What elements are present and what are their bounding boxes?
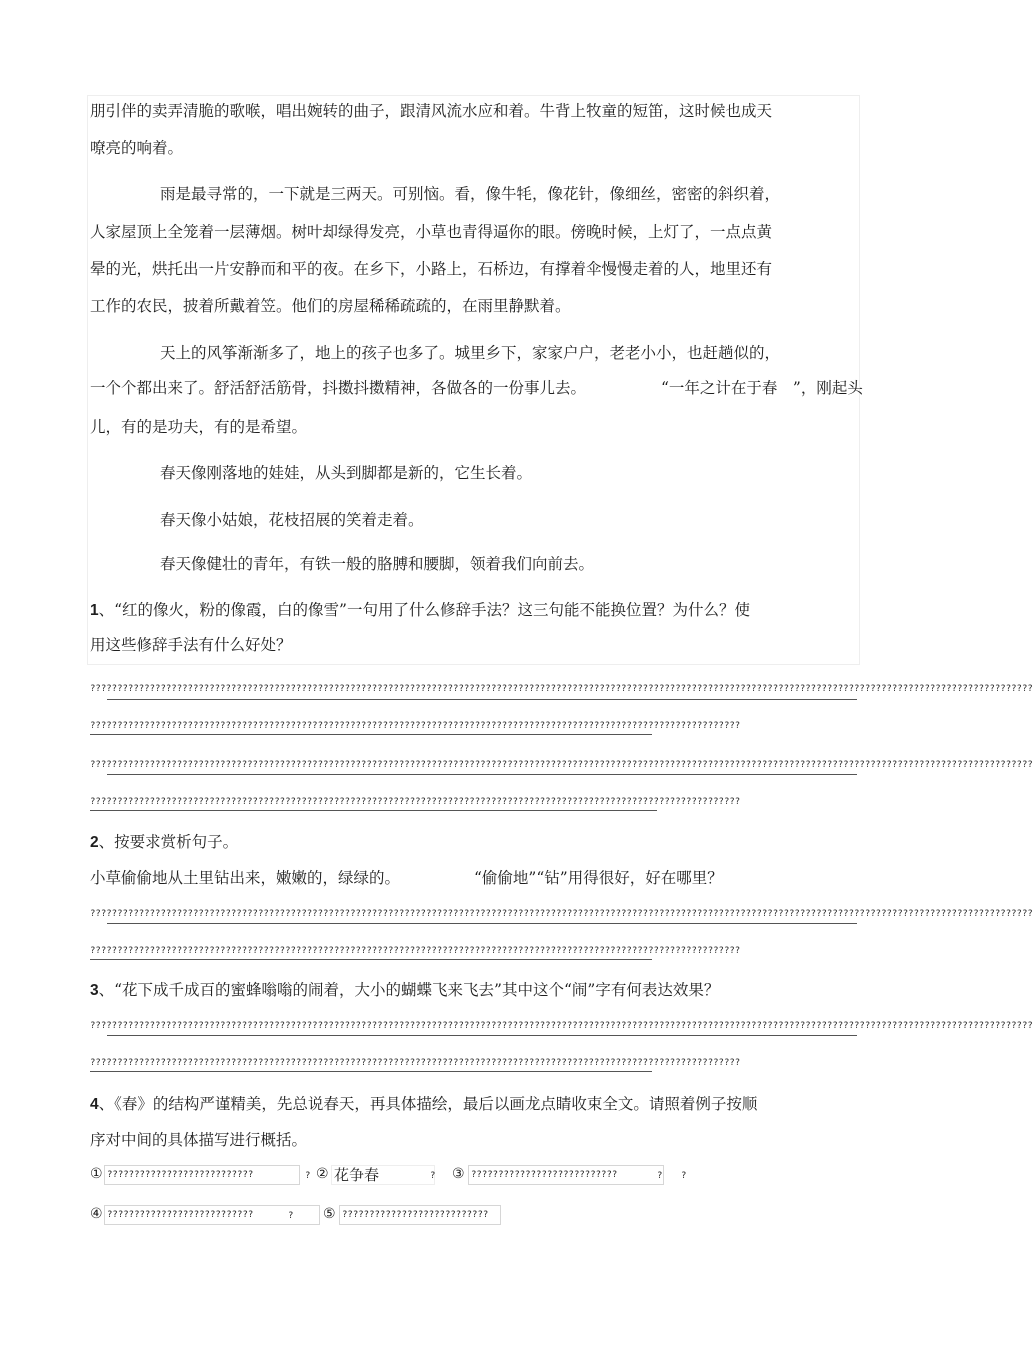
passage-line: 春天像健壮的青年，有铁一般的胳膊和腰脚，领着我们向前去。 (160, 555, 595, 573)
answer-line[interactable]: ?????????????????????????????????????????????????????????????????????????????????????????????????????????????????????????????????????????????????????????????????????????????? (90, 684, 1033, 694)
passage-line: 嘹亮的响着。 (90, 139, 184, 157)
outline-blank-4[interactable]: ??????????????????????????? (104, 1205, 320, 1225)
question-2-sentence: 小草偷偷地从土里钻出来，嫩嫩的，绿绿的。 (90, 869, 401, 887)
answer-underline (90, 959, 652, 960)
question-1-cont: 用这些修辞手法有什么好处？ (90, 636, 292, 654)
answer-line[interactable]: ?????????????????????????????????????????????????????????????????????????????????????????????????????????????????????????????????????????????????????????????????????????????? (90, 909, 1033, 919)
answer-underline (90, 734, 652, 735)
answer-line[interactable]: ???????????????????????????????????????????????????????????????????????????????????????????????????????????????????????? (90, 946, 741, 956)
answer-underline (107, 923, 857, 924)
outline-marker-3: ③ (452, 1166, 465, 1182)
question-2: 2、按要求赏析句子。 (90, 833, 239, 851)
question-2-ask: “偷偷地”“钻”用得很好，好在哪里？ (474, 869, 723, 887)
answer-underline (107, 699, 857, 700)
outline-item-2[interactable]: 花争春 (331, 1165, 435, 1185)
passage-line: 朋引伴的卖弄清脆的歌喉，唱出婉转的曲子，跟清风流水应和着。牛背上牧童的短笛，这时候也成天 (90, 102, 773, 120)
outline-blank-1[interactable]: ??????????????????????????? (104, 1165, 300, 1185)
outline-mark: ? (681, 1171, 687, 1181)
answer-line[interactable]: ?????????????????????????????????????????????????????????????????????????????????????????????????????????????????????????????????????????????????????????????????????????????? (90, 1021, 1033, 1031)
answer-line[interactable]: ???????????????????????????????????????????????????????????????????????????????????????????????????????????????????????? (90, 797, 741, 807)
question-3: 3、“花下成千成百的蜜蜂嗡嗡的闹着，大小的蝴蝶飞来飞去”其中这个“闹”字有何表达效果？ (90, 981, 720, 999)
passage-line: 人家屋顶上全笼着一层薄烟。树叶却绿得发亮，小草也青得逼你的眼。傍晚时候，上灯了，一点点黄 (90, 223, 773, 241)
answer-underline (107, 774, 857, 775)
passage-quote: “一年之计在于春 ”，刚起头 (661, 379, 863, 397)
passage-line: 工作的农民，披着所戴着笠。他们的房屋稀稀疏疏的，在雨里静默着。 (90, 297, 571, 315)
passage-line: 春天像刚落地的娃娃，从头到脚都是新的，它生长着。 (160, 464, 533, 482)
outline-mark: ? (305, 1171, 311, 1181)
question-4: 4、《春》的结构严谨精美，先总说春天，再具体描绘，最后以画龙点睛收束全文。请照着例子按顺 (90, 1095, 758, 1113)
outline-mark: ? (657, 1171, 663, 1181)
answer-underline (107, 1035, 857, 1036)
outline-marker-5: ⑤ (323, 1206, 336, 1222)
answer-underline (90, 810, 657, 811)
passage-line: 儿，有的是功夫，有的是希望。 (90, 418, 308, 436)
passage-line: 天上的风筝渐渐多了，地上的孩子也多了。城里乡下，家家户户，老老小小，也赶趟似的， (160, 344, 781, 362)
outline-marker-2: ② (316, 1166, 329, 1182)
outline-mark: ? (430, 1171, 436, 1181)
passage-line: 晕的光，烘托出一片安静而和平的夜。在乡下，小路上，石桥边，有撑着伞慢慢走着的人，地里还有 (90, 260, 773, 278)
outline-marker-4: ④ (90, 1206, 103, 1222)
passage-line: 春天像小姑娘，花枝招展的笑着走着。 (160, 511, 424, 529)
passage-line: 雨是最寻常的，一下就是三两天。可别恼。看，像牛牦，像花针，像细丝，密密的斜织着， (160, 185, 781, 203)
passage-line: 一个个都出来了。舒活舒活筋骨，抖擞抖擞精神，各做各的一份事儿去。 (90, 379, 587, 397)
question-1: 1、“红的像火，粉的像霞，白的像雪”一句用了什么修辞手法？这三句能不能换位置？为什么？使 (90, 601, 750, 619)
outline-blank-3[interactable]: ??????????????????????????? (468, 1165, 664, 1185)
outline-blank-5[interactable]: ??????????????????????????? (339, 1205, 501, 1225)
answer-line[interactable]: ???????????????????????????????????????????????????????????????????????????????????????????????????????????????????????? (90, 721, 741, 731)
question-4-cont: 序对中间的具体描写进行概括。 (90, 1131, 308, 1149)
outline-mark: ? (288, 1211, 294, 1221)
answer-line[interactable]: ?????????????????????????????????????????????????????????????????????????????????????????????????????????????????????????????????????????????????????????????????????????????? (90, 760, 1033, 770)
answer-underline (90, 1071, 652, 1072)
answer-line[interactable]: ???????????????????????????????????????????????????????????????????????????????????????????????????????????????????????? (90, 1058, 741, 1068)
outline-marker-1: ① (90, 1166, 103, 1182)
